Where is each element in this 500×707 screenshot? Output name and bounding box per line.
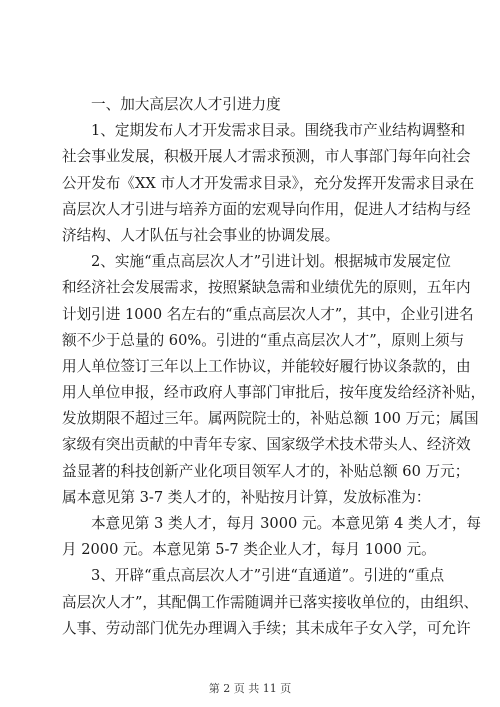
paragraph-line: 属本意见第 3-7 类人才的，补贴按月计算，发放标准为： [62, 488, 431, 506]
paragraph-line: 社会事业发展，积极开展人才需求预测，市人事部门每年向社会 [62, 148, 471, 166]
paragraph-line: 1、定期发布人才开发需求目录。围绕我市产业结构调整和 [91, 122, 466, 140]
paragraph-line: 额不少于总量的 60%。引进的“重点高层次人才”，原则上须与 [62, 331, 465, 349]
paragraph-line: 人事、劳动部门优先办理调入手续；其未成年子女入学，可允许 [62, 619, 471, 637]
paragraph-line: 益显著的科技创新产业化项目领军人才的，补贴总额 60 万元； [62, 462, 470, 480]
section-heading: 一、加大高层次人才引进力度 [91, 96, 281, 113]
paragraph-line: 公开发布《XX 市人才开发需求目录》，充分发挥开发需求目录在 [62, 174, 475, 192]
paragraph-line: 济结构、人才队伍与社会事业的协调发展。 [62, 226, 340, 244]
paragraph-line: 3、开辟“重点高层次人才”引进“直通道”。引进的“重点 [91, 567, 445, 585]
paragraph-line: 计划引进 1000 名左右的“重点高层次人才”，其中，企业引进名 [62, 305, 474, 323]
paragraph-line: 用人单位申报，经市政府人事部门审批后，按年度发给经济补贴， [62, 384, 486, 402]
paragraph-line: 本意见第 3 类人才，每月 3000 元。本意见第 4 类人才，每 [91, 515, 482, 532]
paragraph-line: 发放期限不超过三年。属两院院士的，补贴总额 100 万元；属国 [62, 410, 479, 428]
paragraph-line: 家级有突出贡献的中青年专家、国家级学术技术带头人、经济效 [62, 436, 471, 454]
document-body [62, 92, 486, 642]
paragraph-line: 月 2000 元。本意见第 5-7 类企业人才，每月 1000 元。 [62, 541, 436, 559]
paragraph-line: 2、实施“重点高层次人才”引进计划。根据城市发展定位 [91, 253, 451, 271]
paragraph-line: 和经济社会发展需求，按照紧缺急需和业绩优先的原则，五年内 [62, 279, 471, 297]
paragraph-line: 高层次人才”，其配偶工作需随调并已落实接收单位的，由组织、 [62, 593, 479, 611]
paragraph-line: 高层次人才引进与培养方面的宏观导向作用，促进人才结构与经 [62, 200, 471, 218]
paragraph-line: 用人单位签订三年以上工作协议，并能较好履行协议条款的，由 [62, 357, 471, 375]
page-number-footer: 第 2 页 共 11 页 [208, 682, 292, 695]
